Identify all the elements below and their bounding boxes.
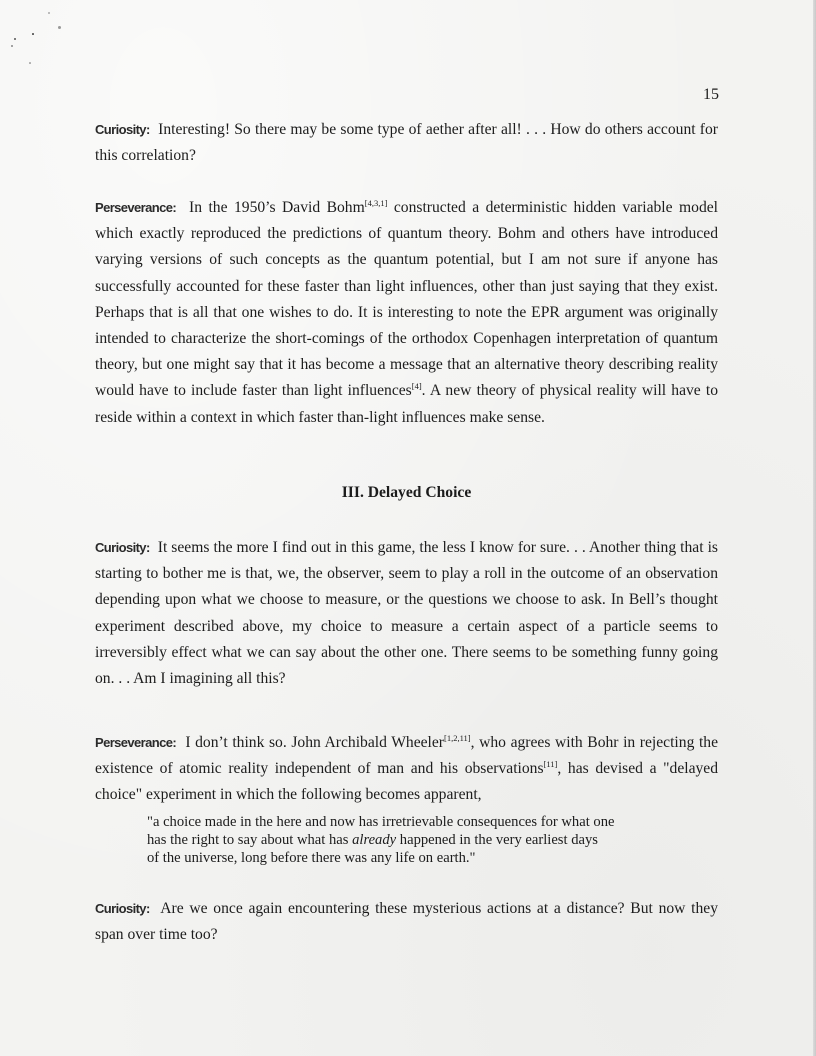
scan-speck	[14, 38, 16, 40]
scan-speck	[48, 12, 50, 14]
dialogue-text: Interesting! So there may be some type of aether after all! . . . How do others account for this correlation?	[95, 121, 718, 165]
speaker-label: Curiosity:	[95, 122, 150, 137]
quote-text: has the right to say about what has	[147, 832, 353, 849]
scan-speck	[58, 26, 61, 29]
dialogue-curiosity-1	[95, 117, 718, 169]
section-heading: III. Delayed Choice	[341, 484, 472, 501]
citation: [4]	[411, 381, 422, 392]
quote-text: of the universe, long before there was any life on earth."	[147, 850, 476, 867]
dialogue-text: constructed a deterministic hidden variable model which exactly reproduced the predictions of quantum theory. Bohm and others have introduced varying versions of such concepts as the quantum potential, but I am not sure if anyone has successfully accounted for these faster than light influences, other than just saying that they exist. Perhaps that is all that one wishes to do. It is interesting to note the EPR argument was originally intended to characterize the short-comings of the orthodox Copenhagen interpretation of quantum theory, but one might say that it has become a message that an alternative theory describing reality would have to include faster than light influences	[95, 199, 718, 400]
page-number: 15	[703, 86, 719, 103]
speaker-label: Curiosity:	[95, 901, 150, 916]
dialogue-text: In the 1950’s David Bohm	[189, 199, 365, 216]
quote-line	[147, 813, 682, 831]
citation: [1,2,11]	[444, 733, 471, 743]
quote-text: happened in the very earliest days	[396, 832, 598, 849]
quote-emphasis: already	[352, 832, 397, 849]
scan-speck	[11, 45, 13, 47]
dialogue-text: , who agrees with Bohr in rejecting the existence of atomic reality independent of man and his observations	[95, 734, 719, 778]
dialogue-perseverance-2	[95, 730, 718, 809]
citation: [11]	[543, 759, 558, 770]
dialogue-curiosity-3	[95, 896, 718, 948]
scan-speck	[29, 62, 31, 64]
block-quote	[147, 813, 682, 868]
dialogue-curiosity-2	[95, 535, 718, 692]
speaker-label: Perseverance:	[95, 200, 177, 215]
dialogue-text: I don’t think so. John Archibald Wheeler	[185, 734, 445, 751]
dialogue-text: . A new theory of physical reality will have to reside within a context in which faster than-light influences make sense.	[95, 382, 719, 426]
quote-text: "a choice made in the here and now has irretrievable consequences for what one	[147, 814, 615, 830]
dialogue-perseverance-1	[95, 195, 718, 431]
dialogue-text: Are we once again encountering these mysterious actions at a distance? But now they span over time too?	[95, 900, 718, 944]
speaker-label: Perseverance:	[95, 735, 177, 750]
citation: [4,3,1]	[364, 198, 388, 208]
dialogue-text: It seems the more I find out in this game, the less I know for sure. . . Another thing that is starting to bother me is that, we, the observer, seem to play a roll in the outcome of an observation depending upon what we choose to measure, or the questions we choose to ask. In Bell’s thought experiment described above, my choice to measure a certain aspect of a particle seems to irreversibly effect what we can say about the other one. There seems to be something funny going on. . . Am I imagining all this?	[95, 539, 718, 688]
quote-line	[147, 849, 682, 867]
quote-line	[147, 831, 682, 849]
dialogue-text: , has devised a "delayed choice" experiment in which the following becomes apparent,	[95, 760, 719, 804]
scan-speck	[32, 33, 34, 35]
speaker-label: Curiosity:	[95, 540, 150, 555]
